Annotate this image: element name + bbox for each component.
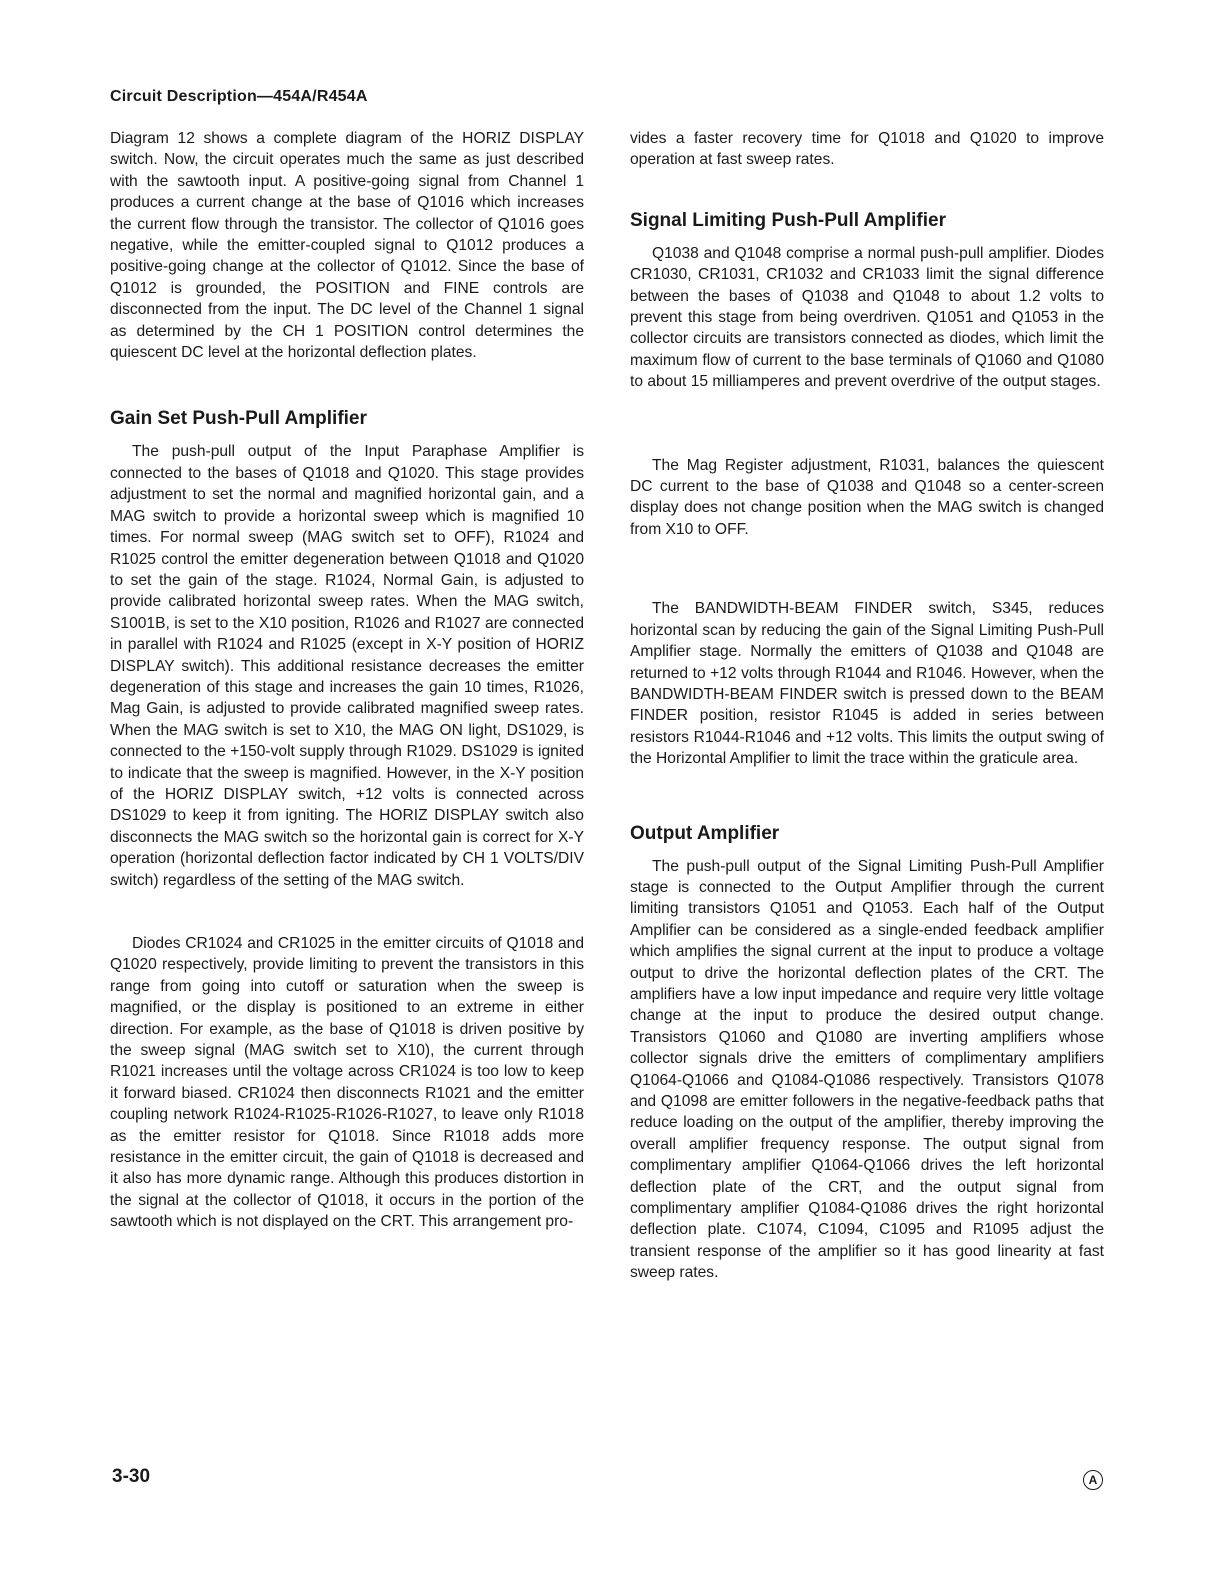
paragraph-diodes-limiting: Diodes CR1024 and CR1025 in the emitter circuits of Q1018 and Q1020 respectively, provide limiting to prevent the transistors in this range from going into cutoff or saturation when the sweep is magnified, or the display is positioned to an extreme in either direction. For example, as the base of Q1018 is driven positive by the sweep signal (MAG switch set to X10), the current through R1021 increases until the voltage across CR1024 is too low to keep it forward biased. CR1024 then disconnects R1021 and the emitter coupling network R1024-R1025-R1026-R1027, to leave only R1018 as the emitter resistor for Q1018. Since R1018 adds more resistance in the emitter circuit, the gain of Q1018 is decreased and it also has more dynamic range. Although this produces distortion in the signal at the collector of Q1018, it occurs in the portion of the sawtooth which is not displayed on the CRT. This arrangement pro- — [110, 935, 584, 1231]
paragraph-output-amplifier: The push-pull output of the Signal Limiting Push-Pull Amplifier stage is connected to the Output Amplifier through the current limiting transistors Q1051 and Q1053. Each half of the Output Amplifier can be considered as a single-ended feedback amplifier which amplifies the signal current at the input to produce a voltage output to drive the horizontal deflection plates of the CRT. The amplifiers have a low input impedance and require very little voltage change at the input to produce the desired output change. Transistors Q1060 and Q1080 are inverting amplifiers whose collector signals drive the emitters of complimentary amplifiers Q1064-Q1066 and Q1084-Q1086 respectively. Transistors Q1078 and Q1098 are emitter followers in the negative-feedback paths that reduce loading on the output of the amplifier, thereby improving the overall amplifier frequency response. The output signal from complimentary amplifier Q1064-Q1066 drives the left horizontal deflection plate of the CRT, and the output signal from complimentary amplifier Q1084-Q1086 drives the right horizontal deflection plate. C1074, C1094, C1095 and R1095 adjust the transient response of the amplifier so it has good linearity at fast sweep rates. — [630, 857, 1104, 1282]
heading-output-amplifier: Output Amplifier — [630, 822, 780, 844]
paragraph-beam-finder: The BANDWIDTH-BEAM FINDER switch, S345, reduces horizontal scan by reducing the gain of the Signal Limiting Push-Pull Amplifier stage. Normally the emitters of Q1038 and Q1048 are returned to +12 volts through R1044 and R1046. However, when the BANDWIDTH-BEAM FINDER switch is pressed down to the BEAM FINDER position, resistor R1045 is added in series between resistors R1044-R1046 and +12 volts. This limits the output swing of the Horizontal Amplifier to limit the trace within the graticule area. — [630, 600, 1104, 768]
page-number: 3-30 — [112, 1466, 151, 1487]
paragraph-horiz-display: Diagram 12 shows a complete diagram of the HORIZ DISPLAY switch. Now, the circuit operates much the same as just described with the sawtooth input. A positive-going signal from Channel 1 produces a current change at the base of Q1016 which increases the current flow through the transistor. The collector of Q1016 goes negative, while the emitter-coupled signal to Q1012 produces a positive-going change at the collector of Q1012. Since the base of Q1012 is grounded, the POSITION and FINE controls are disconnected from the input. The DC level of the Channel 1 signal as determined by the CH 1 POSITION control determines the quiescent DC level at the horizontal deflection plates. — [110, 130, 584, 362]
paragraph-signal-limiting: Q1038 and Q1048 comprise a normal push-pull amplifier. Diodes CR1030, CR1031, CR1032 and CR1033 limit the signal difference between the bases of Q1038 and Q1048 to about 1.2 volts to prevent this stage from being overdriven. Q1051 and Q1053 in the collector circuits are transistors connected as diodes, which limit the maximum flow of current to the base terminals of Q1060 and Q1080 to about 15 milliamperes and prevent overdrive of the output stages. — [630, 244, 1104, 391]
paragraph-gain-set: The push-pull output of the Input Paraphase Amplifier is connected to the bases of Q1018 and Q1020. This stage provides adjustment to set the normal and magnified horizontal gain, and a MAG switch to provide a horizontal sweep which is magnified 10 times. For normal sweep (MAG switch set to OFF), R1024 and R1025 control the emitter degeneration between Q1018 and Q1020 to set the gain of the stage. R1024, Normal Gain, is adjusted to provide calibrated horizontal sweep rates. When the MAG switch, S1001B, is set to the X10 position, R1026 and R1027 are connected in parallel with R1024 and R1025 (except in X-Y position of HORIZ DISPLAY switch). This additional resistance decreases the emitter degeneration of this stage and increases the gain 10 times, R1026, Mag Gain, is adjusted to provide calibrated magnified sweep rates. When the MAG switch is set to X10, the MAG ON light, DS1029, is connected to the +150-volt supply through R1029. DS1029 is ignited to indicate that the sweep is magnified. However, in the X-Y position of the HORIZ DISPLAY switch, +12 volts is connected across DS1029 to keep it from igniting. The HORIZ DISPLAY switch also disconnects the MAG switch so the horizontal gain is correct for X-Y operation (horizontal deflection factor indicated by CH 1 VOLTS/DIV switch) regardless of the setting of the MAG switch. — [110, 443, 584, 889]
page-header-title: Circuit Description—454A/R454A — [110, 88, 368, 105]
heading-signal-limiting-push-pull-amplifier: Signal Limiting Push-Pull Amplifier — [630, 209, 946, 231]
revision-mark: A — [1083, 1470, 1103, 1490]
left-column — [110, 128, 584, 1233]
paragraph-mag-register: The Mag Register adjustment, R1031, balances the quiescent DC current to the base of Q1038 and Q1048 so a center-screen display does not change position when the MAG switch is changed from X10 to OFF. — [630, 456, 1104, 538]
heading-gain-set-push-pull-amplifier: Gain Set Push-Pull Amplifier — [110, 408, 367, 430]
right-column — [630, 128, 1104, 1284]
paragraph-recovery-time: vides a faster recovery time for Q1018 and Q1020 to improve operation at fast sweep rates. — [630, 130, 1104, 169]
